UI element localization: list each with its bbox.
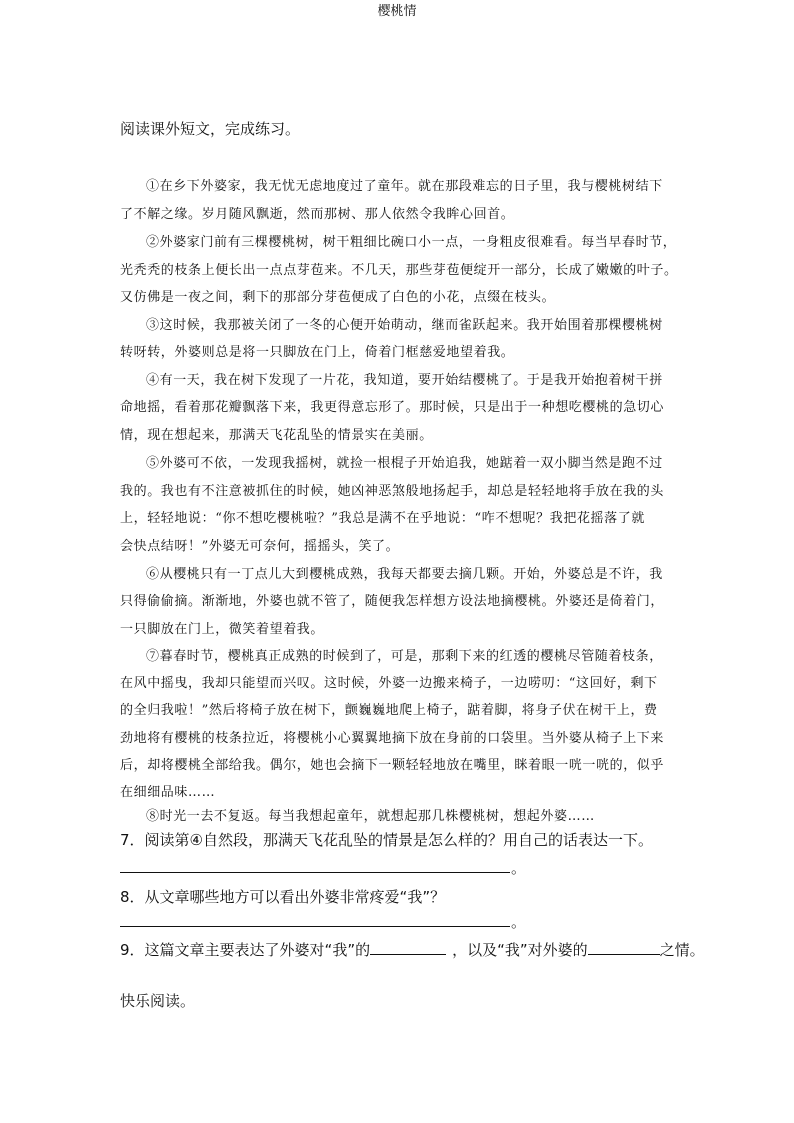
- passage-line: ③这时候，我那被关闭了一冬的心便开始萌动，继而雀跃起来。我开始围着那棵樱桃树: [146, 318, 663, 333]
- passage-line: 上，轻轻地说：“你不想吃樱桃啦？”我总是满不在乎地说：“咋不想呢？我把花摇落了就: [120, 511, 645, 526]
- passage-line: 会快点结呀！”外婆无可奈何，摇摇头，笑了。: [120, 539, 400, 554]
- passage-line: 情，现在想起来，那满天飞花乱坠的情景实在美丽。: [120, 428, 433, 443]
- passage-line: 光秃秃的枝条上便长出一点点芽苞来。不几天，那些芽苞便绽开一部分，长成了嫩嫩的叶子。: [120, 263, 678, 278]
- passage-line: 了不解之缘。岁月随风飘逝，然而那树、那人依然令我眸心回首。: [120, 207, 515, 222]
- passage-line: 一只脚放在门上，微笑着望着我。: [120, 622, 325, 637]
- question-9-part-2: ，以及“我”对外婆的: [452, 941, 588, 959]
- passage-line: 在风中摇曳，我却只能望而兴叹。这时候，外婆一边搬来椅子，一边唠叨：“这回好，剩下: [120, 676, 658, 691]
- passage-line: 劲地将有樱桃的枝条拉近，将樱桃小心翼翼地摘下放在身前的口袋里。当外婆从椅子上下来: [120, 731, 665, 746]
- passage-line: 命地摇，看着那花瓣飘落下来，我更得意忘形了。那时候，只是出于一种想吃樱桃的急切心: [120, 400, 665, 415]
- passage-line: ⑦暮春时节，樱桃真正成熟的时候到了，可是，那剩下来的红透的樱桃尽管随着枝条，: [146, 649, 663, 664]
- blank-9-1[interactable]: [370, 940, 446, 955]
- passage-line: ①在乡下外婆家，我无忧无虑地度过了童年。就在那段难忘的日子里，我与樱桃树结下: [146, 179, 663, 194]
- passage-line: ⑧时光一去不复返。每当我想起童年，就想起那几株樱桃树，想起外婆……: [146, 809, 595, 824]
- passage-line: 又仿佛是一夜之间，剩下的那部分芽苞便成了白色的小花，点缀在枝头。: [120, 290, 556, 305]
- next-section-heading: 快乐阅读。: [120, 992, 196, 1010]
- answer-end-7: 。: [511, 859, 527, 877]
- passage-line: 的全归我啦！”然后将椅子放在树下，颤巍巍地爬上椅子，踮着脚，将身子伏在树干上，费: [120, 703, 658, 718]
- blank-9-2[interactable]: [588, 940, 660, 955]
- passage-line: ⑤外婆可不依，一发现我摇树，就捡一根棍子开始追我，她踮着一双小脚当然是跑不过: [146, 456, 663, 471]
- answer-end-8: 。: [511, 913, 527, 931]
- question-7: 7．阅读第④自然段，那满天飞花乱坠的情景是怎么样的？用自己的话表达一下。: [120, 831, 653, 849]
- passage-line: 转呀转，外婆则总是将一只脚放在门上，倚着门框慈爱地望着我。: [120, 345, 515, 360]
- passage-line: ④有一天，我在树下发现了一片花，我知道，要开始结樱桃了。于是我开始抱着树干拼: [146, 373, 663, 388]
- intro-instruction: 阅读课外短文，完成练习。: [120, 120, 301, 138]
- passage-line: 我的。我也有不注意被抓住的时候，她凶神恶煞般地扬起手，却总是轻轻地将手放在我的头: [120, 484, 665, 499]
- passage-line: 在细细品味……: [120, 785, 216, 800]
- question-9-part-3: 之情。: [659, 941, 705, 959]
- passage-line: ②外婆家门前有三棵樱桃树，树干粗细比碗口小一点，一身粗皮很难看。每当早春时节，: [146, 235, 677, 250]
- passage-line: 后，却将樱桃全部给我。偶尔，她也会摘下一颗轻轻地放在嘴里，眯着眼一咣一咣的，似乎: [120, 758, 665, 773]
- story-title: 樱桃情: [377, 4, 417, 19]
- answer-line-7[interactable]: [120, 872, 510, 873]
- question-9: [120, 939, 705, 960]
- question-8: 8．从文章哪些地方可以看出外婆非常疼爱“我”？: [120, 888, 446, 906]
- answer-line-8[interactable]: [120, 926, 510, 927]
- question-9-part-1: 9．这篇文章主要表达了外婆对“我”的: [120, 941, 371, 959]
- passage-line: ⑥从樱桃只有一丁点儿大到樱桃成熟，我每天都要去摘几颗。开始，外婆总是不许，我: [146, 567, 663, 582]
- passage-line: 只得偷偷摘。渐渐地，外婆也就不管了，随便我怎样想方设法地摘樱桃。外婆还是倚着门，: [120, 594, 665, 609]
